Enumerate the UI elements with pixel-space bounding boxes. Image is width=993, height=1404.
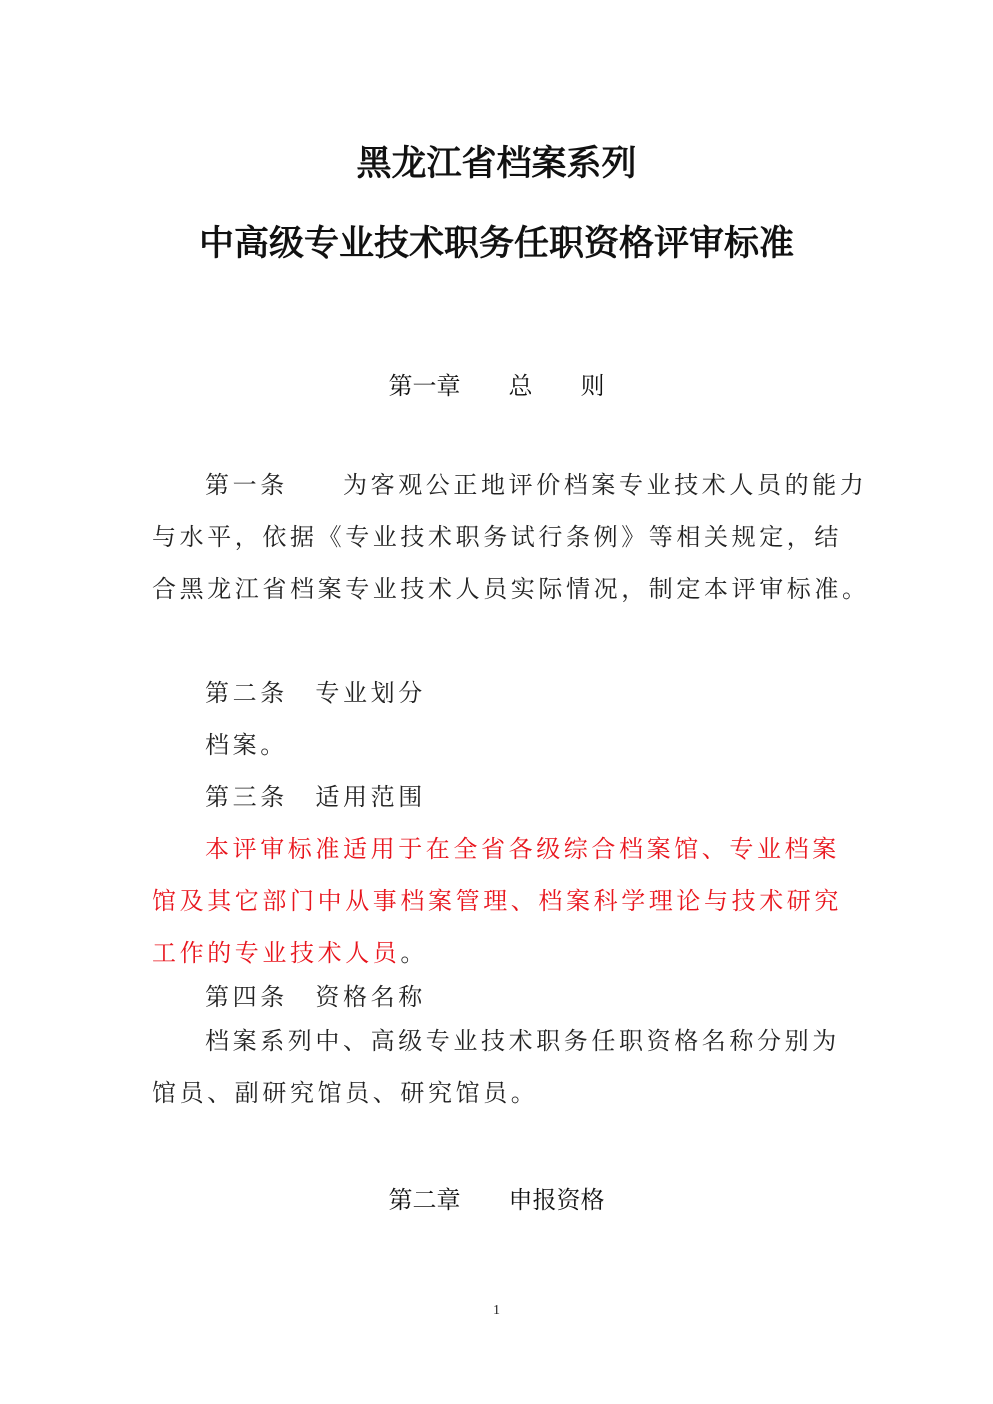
document-title-line-1: 黑龙江省档案系列 — [356, 143, 637, 184]
article-2-heading: 第二条 专业划分 — [205, 679, 426, 707]
article-4-heading: 第四条 资格名称 — [205, 983, 426, 1011]
article-2-content: 档案。 — [205, 731, 288, 759]
article-3-highlighted-line-2: 馆及其它部门中从事档案管理、档案科学理论与技术研究 — [152, 887, 842, 915]
article-3-line-3 — [152, 938, 428, 968]
chapter-2-heading: 第二章 申报资格 — [388, 1186, 605, 1214]
chapter-1-heading: 第一章 总 则 — [388, 372, 605, 400]
article-3-trailing-punctuation: 。 — [400, 939, 429, 967]
page-number: 1 — [493, 1303, 500, 1318]
article-3-heading: 第三条 适用范围 — [205, 783, 426, 811]
article-4-line-1: 档案系列中、高级专业技术职务任职资格名称分别为 — [205, 1027, 840, 1055]
article-4-line-2: 馆员、副研究馆员、研究馆员。 — [152, 1079, 539, 1107]
article-1-line-3: 合黑龙江省档案专业技术人员实际情况，制定本评审标准。 — [152, 575, 870, 603]
document-title-line-2: 中高级专业技术职务任职资格评审标准 — [198, 223, 794, 264]
article-1-line-1: 第一条 为客观公正地评价档案专业技术人员的能力 — [205, 471, 868, 499]
article-1-line-2: 与水平，依据《专业技术职务试行条例》等相关规定，结 — [152, 523, 842, 551]
article-3-highlighted-line-3: 工作的专业技术人员 — [152, 939, 401, 967]
article-3-highlighted-line-1: 本评审标准适用于在全省各级综合档案馆、专业档案 — [205, 835, 840, 863]
